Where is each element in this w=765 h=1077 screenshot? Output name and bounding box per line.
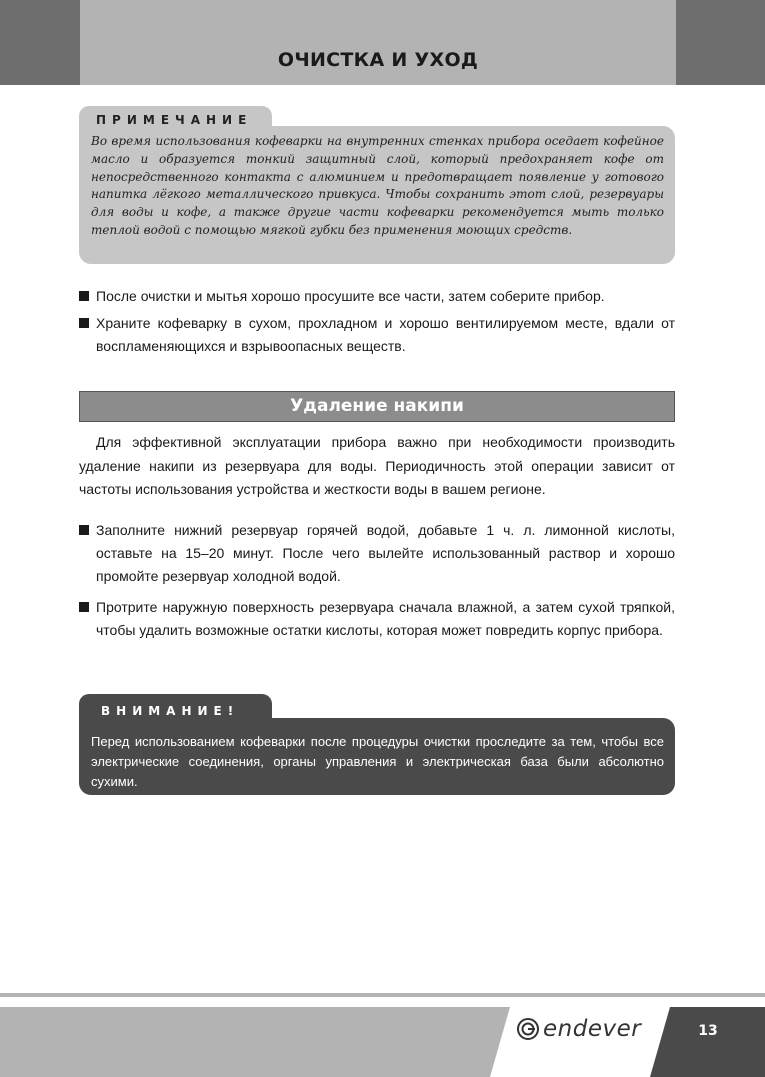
list-item-text: Заполните нижний резервуар горячей водой, добавьте 1 ч. л. лимонной кислоты, оставьте на 15–20 минут. После чего вылейте использованный раствор и хорошо промойте резервуар холодной водой. xyxy=(96,522,675,584)
warning-text: Перед использованием кофеварки после процедуры очистки проследите за тем, чтобы все электрические соединения, органы управления и электрическая база были абсолютно сухими. xyxy=(91,734,664,789)
page-number: 13 xyxy=(698,1023,718,1039)
note-text: Во время использования кофеварки на внутренних стенках прибора оседает кофейное масло и образуется тонкий защитный слой, который предохраняет кофе от непосредственного контакта с алюминием и предотвращает появление у готового напитка лёгкого металлического привкуса. Чтобы сохранить этот слой, резервуары для воды и кофе, а также другие части кофеварки рекомендуется мыть только теплой водой с помощью мягкой губки без применения моющих средств. xyxy=(91,134,664,237)
list-item-text: Протрите наружную поверхность резервуара сначала влажной, а затем сухой тряпкой, чтобы удалить возможные остатки кислоты, которая может повредить корпус прибора. xyxy=(96,599,675,638)
list-item-text: Храните кофеварку в сухом, прохладном и хорошо вентилируемом месте, вдали от воспламеняющихся и взрывоопасных веществ. xyxy=(96,315,675,354)
list-item xyxy=(79,312,675,358)
page-title: ОЧИСТКА И УХОД xyxy=(277,49,479,71)
note-label: ПРИМЕЧАНИЕ xyxy=(96,113,253,127)
bullet-square-icon xyxy=(79,525,89,535)
endever-logo-icon xyxy=(516,1017,540,1041)
list-item-text: После очистки и мытья хорошо просушите все части, затем соберите прибор. xyxy=(96,288,605,304)
list-item xyxy=(79,596,675,642)
list-item xyxy=(79,519,675,588)
list-item xyxy=(79,285,675,308)
header-left-block xyxy=(0,0,80,85)
section-title: Удаление накипи xyxy=(290,396,464,416)
bullet-square-icon xyxy=(79,602,89,612)
header-right-block xyxy=(676,0,765,85)
brand-logo xyxy=(516,1016,641,1042)
bullet-square-icon xyxy=(79,318,89,328)
header-band xyxy=(80,0,676,85)
footer-divider xyxy=(0,993,765,997)
brand-name: endever xyxy=(543,1016,642,1042)
warning-label: ВНИМАНИЕ! xyxy=(101,704,240,718)
descaling-intro: Для эффективной эксплуатации прибора важно при необходимости производить удаление накипи из резервуара для воды. Периодичность этой операции зависит от частоты использования устройства и жесткости воды в вашем регионе. xyxy=(79,434,675,497)
footer-page-area xyxy=(650,1007,765,1077)
bullet-square-icon xyxy=(79,291,89,301)
